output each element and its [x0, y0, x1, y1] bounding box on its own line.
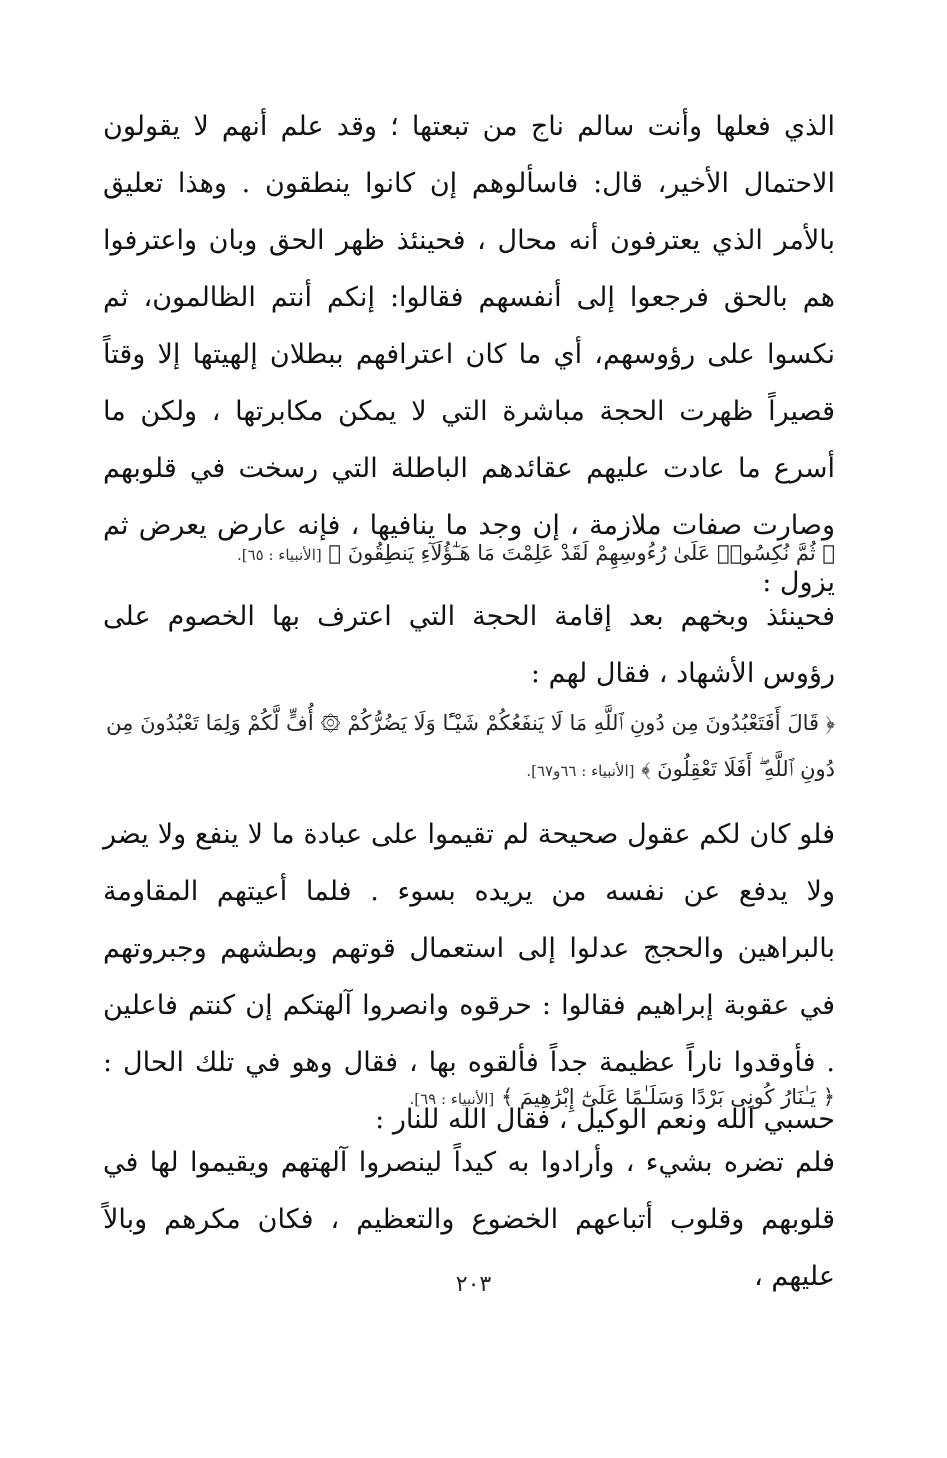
paragraph-1: الذي فعلها وأنت سالم ناج من تبعتها ؛ وقد علم أنهم لا يقولون الاحتمال الأخير، قال: فاسألوهم إن كانوا ينطقون . وهذا تعليق بالأمر الذي يعترفون أنه محال ، فحينئذ ظهر الحق وبان واعترفوا هم بالحق فرجعوا إلى أنفسهم فقالوا: إنكم أنتم الظالمون، ثم نكسوا على رؤوسهم، أي ما كان اعترافهم ببطلان إلهيتها إلا وقتاً قصيراً ظهرت الحجة مباشرة التي لا يمكن مكابرتها ، ولكن ما أسرع ما عادت عليهم عقائدهم الباطلة التي رسخت في قلوبهم وصارت صفات ملازمة ، إن وجد ما ينافيها ، فإنه عارض يعرض ثم يزول :: [103, 111, 835, 598]
paragraph-2: فحينئذ وبخهم بعد إقامة الحجة التي اعترف بها الخصوم على رؤوس الأشهاد ، فقال لهم :: [103, 601, 835, 689]
quran-verse-2: [103, 700, 835, 794]
paragraph-3: فلو كان لكم عقول صحيحة لم تقيموا على عبادة ما لا ينفع ولا يضر ولا يدفع عن نفسه من يريده بسوء . فلما أعيتهم المقاومة بالبراهين والحجج عدلوا إلى استعمال قوتهم وبطشهم وجبروتهم في عقوبة إبراهيم فقالوا : حرقوه وانصروا آلهتكم إن كنتم فاعلين . فأوقدوا ناراً عظيمة جداً فألقوه بها ، فقال وهو في تلك الحال : حسبي الله ونعم الوكيل ، فقال الله للنار :: [103, 819, 835, 1135]
verse-text: ﴿ قَالَ أَفَتَعْبُدُونَ مِن دُونِ ٱللَّهِ مَا لَا يَنفَعُكُمْ شَيْـًٔا وَلَا يَضُرُّكُمْ ۞ أُفٍّ لَّكُمْ وَلِمَا تَعْبُدُونَ مِن دُونِ ٱللَّهِ ۖ أَفَلَا تَعْقِلُونَ ﴾: [106, 711, 835, 781]
verse-text: ﴿ يَـٰنَارُ كُونِى بَرْدًا وَسَلَـٰمًا عَلَىٰٓ إِبْرَٰهِيمَ ﴾: [500, 1085, 835, 1109]
verse-reference: [الأنبياء : ٦٥].: [236, 546, 322, 564]
verse-reference: [الأنبياء : ٦٦و٦٧].: [526, 762, 635, 780]
paragraph-4: فلم تضره بشيء ، وأرادوا به كيداً لينصروا آلهتهم ويقيموا لها في قلوبهم وقلوب أتباعهم الخضوع والتعظيم ، فكان مكرهم وبالاً عليهم ،: [103, 1147, 835, 1292]
verse-reference: [الأنبياء : ٦٩].: [409, 1090, 495, 1108]
page-number: ٢٠٣: [455, 1272, 492, 1297]
quran-verse-1: [103, 530, 835, 578]
verse-text: ﴿ ثُمَّ نُكِسُوا۟ عَلَىٰ رُءُوسِهِمْ لَقَدْ عَلِمْتَ مَا هَـٰٓؤُلَآءِ يَنطِقُونَ ﴾: [328, 541, 835, 565]
quran-verse-3: [103, 1074, 835, 1122]
